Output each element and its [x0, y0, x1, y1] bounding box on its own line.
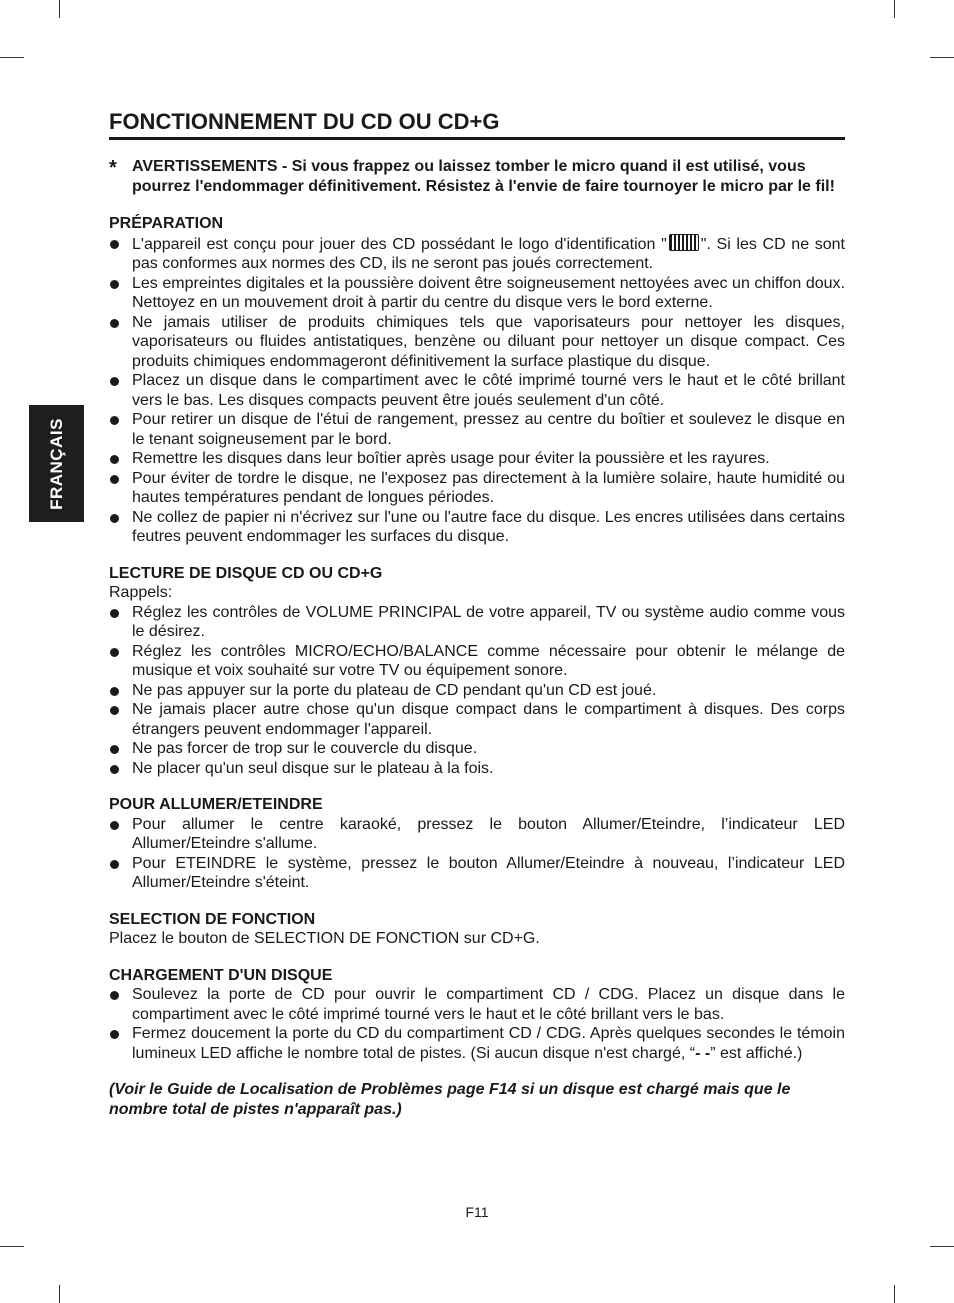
- bullet-list: [109, 985, 845, 1063]
- list-item-text: Ne pas appuyer sur la porte du plateau de CD pendant qu'un CD est joué.: [132, 681, 657, 699]
- list-item-text: Pour ETEINDRE le système, pressez le bouton Allumer/Eteindre à nouveau, l’indicateur LED Allumer/Eteindre s'éteint.: [132, 854, 845, 891]
- list-item-text: Réglez les contrôles de VOLUME PRINCIPAL de votre appareil, TV ou système audio comme vous le désirez.: [132, 603, 845, 640]
- list-item: [109, 508, 845, 547]
- list-item-text: Remettre les disques dans leur boîtier après usage pour éviter la poussière et les rayures.: [132, 450, 770, 467]
- bullet-icon: [110, 1030, 119, 1039]
- section-lecture: [109, 564, 845, 779]
- bullet-icon: [110, 821, 119, 830]
- crop-mark: [0, 57, 24, 58]
- asterisk-icon: *: [109, 157, 117, 179]
- bullet-icon: [110, 514, 119, 523]
- bullet-list: [109, 603, 845, 779]
- list-item: [109, 410, 845, 449]
- section-function: [109, 910, 845, 949]
- bullet-icon: [110, 475, 119, 484]
- list-item: [109, 815, 845, 854]
- bullet-list: [109, 815, 845, 893]
- list-item-text: Ne jamais placer autre chose qu'un disque compact dans le compartiment à disques. Des corps étrangers peuvent endommager l'appareil.: [132, 701, 845, 738]
- list-item: [109, 469, 845, 508]
- section-preparation: [109, 214, 845, 547]
- page-content: [109, 109, 845, 1120]
- bullet-icon: [110, 377, 119, 386]
- list-item: [109, 759, 845, 779]
- bullet-icon: [110, 648, 119, 657]
- bullet-icon: [110, 765, 119, 774]
- list-item: [109, 739, 845, 759]
- section-title: POUR ALLUMER/ETEINDRE: [109, 796, 323, 813]
- page-title: FONCTIONNEMENT DU CD OU CD+G: [109, 109, 845, 140]
- no-disc-dashes: - -: [695, 1044, 711, 1062]
- list-item-text: Pour allumer le centre karaoké, pressez le bouton Allumer/Eteindre, l’indicateur LED Allumer/Eteindre s'allume.: [132, 815, 845, 852]
- list-item: [109, 985, 845, 1024]
- list-item-text: L'appareil est conçu pour jouer des CD possédant le logo d'identification ": [132, 235, 667, 253]
- list-item-text: Ne collez de papier ni n'écrivez sur l'une ou l'autre face du disque. Les encres utilisées dans certains feutres peuvent endommager les surfaces du disque.: [132, 508, 845, 545]
- list-item: [109, 700, 845, 739]
- bullet-icon: [110, 455, 119, 464]
- compact-disc-logo-icon: [669, 234, 699, 251]
- bullet-icon: [110, 609, 119, 618]
- language-tab: [29, 405, 84, 522]
- section-text: Placez le bouton de SELECTION DE FONCTION sur CD+G.: [109, 930, 540, 947]
- list-item-text: Fermez doucement la porte du CD du compartiment CD / CDG. Après quelques secondes le témoin lumineux LED affiche le nombre total de pistes. (Si aucun disque n'est chargé, “: [132, 1025, 845, 1062]
- crop-mark: [59, 0, 60, 18]
- crop-mark: [930, 57, 954, 58]
- list-item: [109, 371, 845, 410]
- list-item-text: ” est affiché.): [710, 1044, 803, 1062]
- bullet-icon: [110, 991, 119, 1000]
- bullet-icon: [110, 745, 119, 754]
- bullet-icon: [110, 860, 119, 869]
- bullet-icon: [110, 319, 119, 328]
- section-title: CHARGEMENT D'UN DISQUE: [109, 966, 333, 984]
- list-item: [109, 854, 845, 893]
- list-item-text: Réglez les contrôles MICRO/ECHO/BALANCE comme nécessaire pour obtenir le mélange de musique et voix souhaité sur votre TV ou équipement sonore.: [132, 642, 845, 679]
- list-item: [109, 234, 845, 274]
- section-power: [109, 795, 845, 893]
- crop-mark: [59, 1285, 60, 1303]
- list-item: [109, 449, 845, 469]
- section-title: PRÉPARATION: [109, 215, 224, 232]
- list-item-text: Ne placer qu'un seul disque sur le plateau à la fois.: [132, 759, 494, 777]
- page-number: F11: [465, 1204, 489, 1220]
- bullet-icon: [110, 416, 119, 425]
- bullet-icon: [110, 706, 119, 715]
- list-item-text: Soulevez la porte de CD pour ouvrir le compartiment CD / CDG. Placez un disque dans le compartiment avec le côté imprimé tourné vers le haut et le côté brillant vers le bas.: [132, 986, 845, 1023]
- list-item: [109, 642, 845, 681]
- list-item-text: Ne jamais utiliser de produits chimiques tels que vaporisateurs pour nettoyer les disques, vaporisateurs ou fluides antistatiques, benzène ou diluant pour nettoyer un disque compact. Ces produits chimiques endommageront définitivement la surface plastique du disque.: [132, 313, 845, 370]
- warning-block: [109, 157, 845, 197]
- troubleshooting-note: (Voir le Guide de Localisation de Problèmes page F14 si un disque est chargé mais que le nombre total de pistes n'apparaît pas.): [109, 1081, 791, 1118]
- list-item: [109, 313, 845, 372]
- list-item-text: Ne pas forcer de trop sur le couvercle du disque.: [132, 740, 478, 757]
- list-item: [109, 603, 845, 642]
- bullet-icon: [110, 687, 119, 696]
- bullet-icon: [110, 280, 119, 289]
- section-loading: [109, 966, 845, 1064]
- crop-mark: [894, 0, 895, 18]
- bullet-list: [109, 234, 845, 547]
- crop-mark: [894, 1285, 895, 1303]
- warning-text: AVERTISSEMENTS - Si vous frappez ou laissez tomber le micro quand il est utilisé, vous pourrez l'endommager définitivement. Résistez à l'envie de faire tournoyer le micro par le fil!: [132, 158, 835, 195]
- bullet-icon: [110, 240, 119, 249]
- crop-mark: [930, 1246, 954, 1247]
- list-item: [109, 1024, 845, 1063]
- list-item-text: Pour retirer un disque de l'étui de rangement, pressez au centre du boîtier et soulevez le disque en le tenant soigneusement par le bord.: [132, 411, 845, 448]
- crop-mark: [0, 1246, 24, 1247]
- section-subtitle: Rappels:: [109, 584, 173, 601]
- list-item-text: Pour éviter de tordre le disque, ne l'exposez pas directement à la lumière solaire, haute humidité ou hautes températures pendant de longues périodes.: [132, 469, 845, 506]
- list-item-text: ". Si les CD ne sont pas conformes aux normes des CD, ils ne seront pas joués correctement.: [132, 235, 845, 272]
- list-item-text: Placez un disque dans le compartiment avec le côté imprimé tourné vers le haut et le côté brillant vers le bas. Les disques compacts peuvent être joués seulement d'un côté.: [132, 372, 845, 409]
- section-title: SELECTION DE FONCTION: [109, 910, 316, 928]
- language-tab-label: FRANÇAIS: [46, 417, 66, 510]
- list-item-text: Les empreintes digitales et la poussière doivent être soigneusement nettoyées avec un chiffon doux. Nettoyez en un mouvement droit à partir du centre du disque vers le bord externe.: [132, 274, 845, 311]
- section-title: LECTURE DE DISQUE CD OU CD+G: [109, 564, 383, 582]
- list-item: [109, 274, 845, 313]
- list-item: [109, 681, 845, 701]
